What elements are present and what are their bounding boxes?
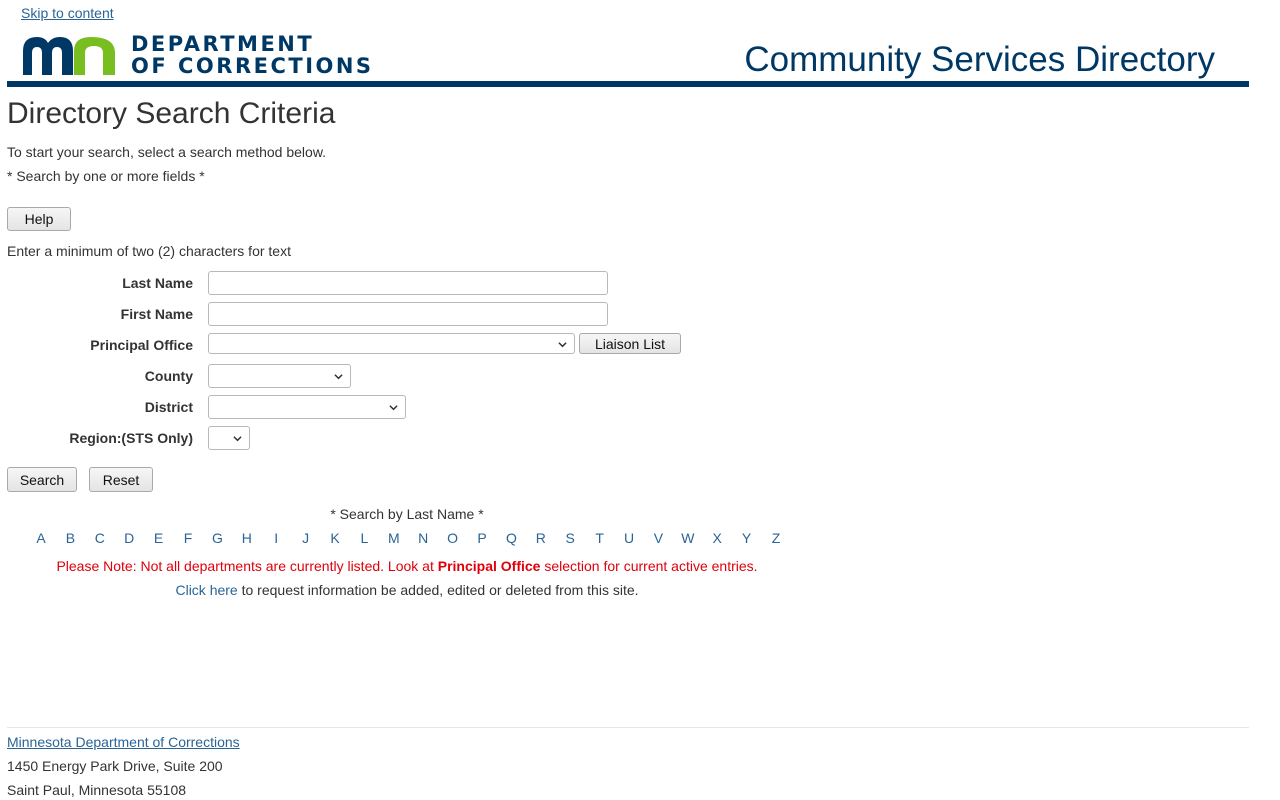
chevron-down-icon	[233, 434, 242, 443]
letter-link-j[interactable]: J	[302, 530, 310, 546]
district-label: District	[144, 399, 193, 415]
chevron-down-icon	[334, 372, 343, 381]
letter-link-b[interactable]: B	[65, 530, 76, 546]
page-title: Directory Search Criteria	[7, 97, 336, 130]
notice-suffix: selection for current active entries.	[540, 558, 758, 574]
principal-office-label: Principal Office	[90, 337, 193, 353]
last-name-label: Last Name	[122, 275, 193, 291]
region-select[interactable]	[208, 426, 250, 450]
first-name-label: First Name	[120, 306, 193, 322]
chevron-down-icon	[558, 340, 567, 349]
letter-link-l[interactable]: L	[360, 530, 369, 546]
letter-link-u[interactable]: U	[623, 530, 635, 546]
request-info-text: to request information be added, edited or deleted from this site.	[237, 582, 639, 598]
letter-link-i[interactable]: I	[274, 530, 279, 546]
skip-to-content-link[interactable]: Skip to content	[21, 5, 114, 21]
notice-emphasis: Principal Office	[437, 558, 541, 574]
letter-link-p[interactable]: P	[477, 530, 487, 546]
letter-link-q[interactable]: Q	[505, 530, 517, 546]
letter-link-x[interactable]: X	[712, 530, 722, 546]
help-button[interactable]: Help	[7, 207, 71, 231]
principal-office-notice	[0, 558, 814, 574]
chevron-down-icon	[389, 403, 398, 412]
letter-link-k[interactable]: K	[330, 530, 340, 546]
letter-link-s[interactable]: S	[565, 530, 575, 546]
reset-button[interactable]: Reset	[89, 467, 153, 492]
principal-office-select[interactable]	[208, 333, 575, 354]
search-hint-text: * Search by one or more fields *	[7, 168, 205, 184]
search-button[interactable]: Search	[7, 467, 77, 492]
letter-link-o[interactable]: O	[447, 530, 459, 546]
liaison-list-button[interactable]: Liaison List	[579, 333, 681, 354]
min-chars-note: Enter a minimum of two (2) characters for text	[7, 243, 291, 259]
letter-link-m[interactable]: M	[387, 530, 400, 546]
request-info-row	[0, 582, 814, 598]
footer-address-line1: 1450 Energy Park Drive, Suite 200	[7, 758, 223, 774]
first-name-input[interactable]	[208, 302, 608, 326]
letter-link-n[interactable]: N	[418, 530, 429, 546]
region-label: Region:(STS Only)	[69, 430, 193, 446]
alpha-search-heading: * Search by Last Name *	[330, 506, 484, 522]
footer-address-line2: Saint Paul, Minnesota 55108	[7, 782, 187, 798]
footer-divider	[7, 727, 1249, 728]
letter-link-r[interactable]: R	[535, 530, 546, 546]
mn-logo-mark	[21, 33, 117, 77]
district-select[interactable]	[208, 395, 406, 419]
intro-text: To start your search, select a search method below.	[7, 144, 327, 160]
letter-link-t[interactable]: T	[595, 530, 604, 546]
footer-org-link[interactable]: Minnesota Department of Corrections	[7, 734, 240, 750]
notice-prefix: Please Note: Not all departments are currently listed. Look at	[56, 558, 438, 574]
county-select[interactable]	[208, 364, 351, 388]
last-name-input[interactable]	[208, 271, 608, 295]
header-divider	[7, 81, 1249, 87]
site-title: Community Services Directory	[744, 40, 1215, 79]
letter-link-g[interactable]: G	[211, 530, 223, 546]
logo-line-department: DEPARTMENT	[131, 32, 315, 56]
logo-wordmark	[131, 33, 374, 77]
click-here-link[interactable]: Click here	[175, 582, 238, 598]
letter-link-c[interactable]: C	[94, 530, 105, 546]
letter-link-a[interactable]: A	[36, 530, 46, 546]
letter-link-y[interactable]: Y	[741, 530, 752, 546]
mn-doc-logo[interactable]	[21, 32, 374, 78]
logo-line-corrections: OF CORRECTIONS	[131, 54, 374, 78]
letter-link-e[interactable]: E	[153, 530, 164, 546]
letter-link-d[interactable]: D	[124, 530, 135, 546]
letter-link-w[interactable]: W	[681, 530, 695, 546]
letter-link-h[interactable]: H	[241, 530, 252, 546]
county-label: County	[144, 368, 193, 384]
letter-link-v[interactable]: V	[653, 530, 664, 546]
letter-link-f[interactable]: F	[183, 530, 193, 546]
letter-link-z[interactable]: Z	[771, 530, 781, 546]
